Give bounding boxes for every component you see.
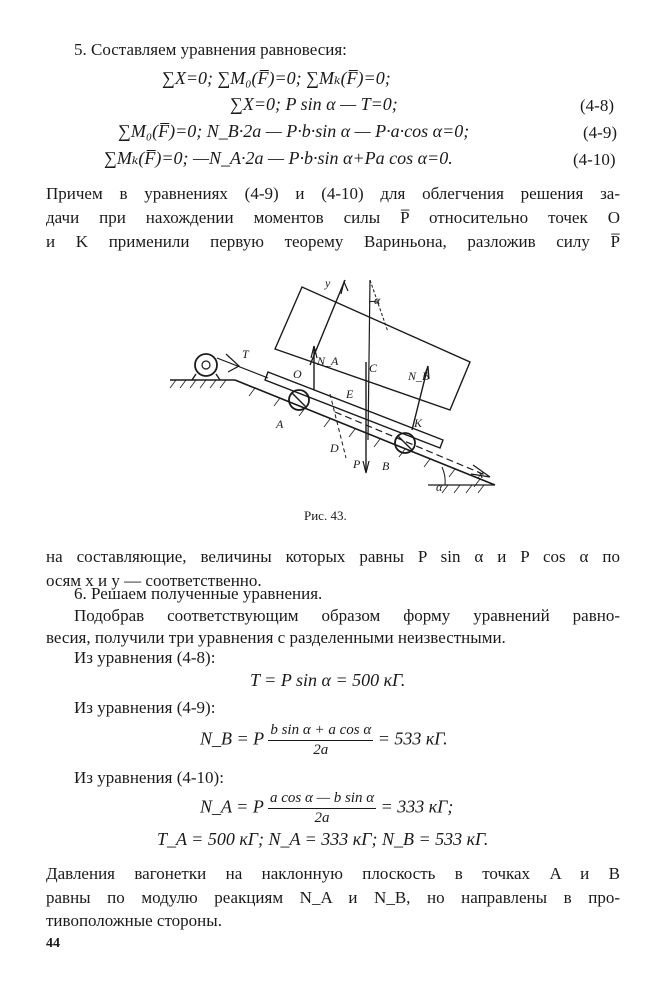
equation-number-4-8: (4-8) [580, 96, 614, 115]
label-o: O [293, 367, 302, 381]
result-nb-denominator: 2a [313, 742, 329, 758]
label-a: A [276, 417, 284, 431]
result-nb-numerator: b sin α + a cos α [268, 722, 373, 741]
paragraph-line: дачи при нахождении моментов силы P̅ относительно точек O [46, 208, 620, 227]
result-t: T = P sin α = 500 кГ. [250, 670, 406, 690]
vertical-line [368, 280, 370, 440]
result-na-denominator: 2a [314, 810, 330, 826]
hatching [170, 380, 484, 493]
paragraph-line: и K применили первую теорему Вариньона, разложив силу P̅ [46, 232, 620, 251]
equation-4-8: ∑X=0; P sin α — T=0; [230, 94, 398, 114]
equation-4-10: ∑Mₖ(F̅)=0; —N_A·2a — P·b·sin α+Pa cos α=0. [104, 148, 453, 168]
result-nb-fraction [268, 722, 373, 759]
paragraph-line: Давления вагонетки на наклонную плоскость в точках A и B [46, 864, 620, 883]
cable [217, 358, 268, 378]
label-y: y [325, 276, 331, 290]
label-b: B [382, 459, 390, 473]
label-c: C [369, 361, 378, 375]
pulley-axle [202, 361, 210, 369]
result-nb [200, 722, 448, 759]
label-alpha-top: α [374, 293, 381, 307]
paragraph-line: весия, получили три уравнения с разделенными неизвестными. [46, 628, 506, 647]
result-na-rhs: = 333 кГ; [380, 796, 454, 817]
label-alpha-bottom: α [436, 480, 443, 494]
tension-arrow [226, 354, 239, 372]
page-number: 44 [46, 936, 60, 951]
paragraph-line: Причем в уравнениях (4-9) и (4-10) для облегчения решения за- [46, 184, 620, 203]
pulley [195, 354, 217, 376]
figure-caption: Рис. 43. [304, 508, 347, 523]
label-na: N_A [317, 354, 339, 368]
paragraph-line: равны по модулю реакциям N_A и N_B, но направлены в про- [46, 888, 620, 907]
from-eq-4-8-label: Из уравнения (4-8): [74, 648, 216, 667]
summary-results: T_A = 500 кГ; N_A = 333 кГ; N_B = 533 кГ. [157, 829, 489, 849]
result-na-fraction [268, 790, 376, 827]
label-e: E [346, 387, 354, 401]
paragraph-line: осям x и y — соответственно. [46, 571, 262, 590]
equation-4-9: ∑M₀(F̅)=0; N_B·2a — P·b·sin α — P·a·cos α=0; [118, 121, 470, 141]
label-p: P [353, 457, 361, 471]
paragraph-line: тивоположные стороны. [46, 911, 222, 930]
result-na [200, 790, 453, 827]
label-k: K [414, 416, 423, 430]
step5-heading: 5. Составляем уравнения равновесия: [74, 40, 347, 59]
paragraph-line: на составляющие, величины которых равны P sin α и P cos α по [46, 547, 620, 566]
result-na-numerator: a cos α — b sin α [268, 790, 376, 809]
equation-number-4-10: (4-10) [573, 150, 616, 169]
label-nb: N_B [408, 369, 430, 383]
result-nb-rhs: = 533 кГ. [377, 728, 448, 749]
equation-number-4-9: (4-9) [583, 123, 617, 142]
label-x: x [478, 467, 484, 481]
label-t: T [242, 347, 249, 361]
result-na-lhs: N_A = P [200, 796, 264, 817]
from-eq-4-9-label: Из уравнения (4-9): [74, 698, 216, 717]
result-nb-lhs: N_B = P [200, 728, 264, 749]
figure-43-diagram [160, 262, 510, 502]
step6-heading: 6. Решаем полученные уравнения. [74, 584, 323, 603]
label-d: D [330, 441, 339, 455]
paragraph-line: Подобрав соответствующим образом форму уравнений равно- [74, 606, 620, 625]
equilibrium-conditions: ∑X=0; ∑M₀(F̅)=0; ∑Mₖ(F̅)=0; [162, 68, 391, 88]
from-eq-4-10-label: Из уравнения (4-10): [74, 768, 224, 787]
